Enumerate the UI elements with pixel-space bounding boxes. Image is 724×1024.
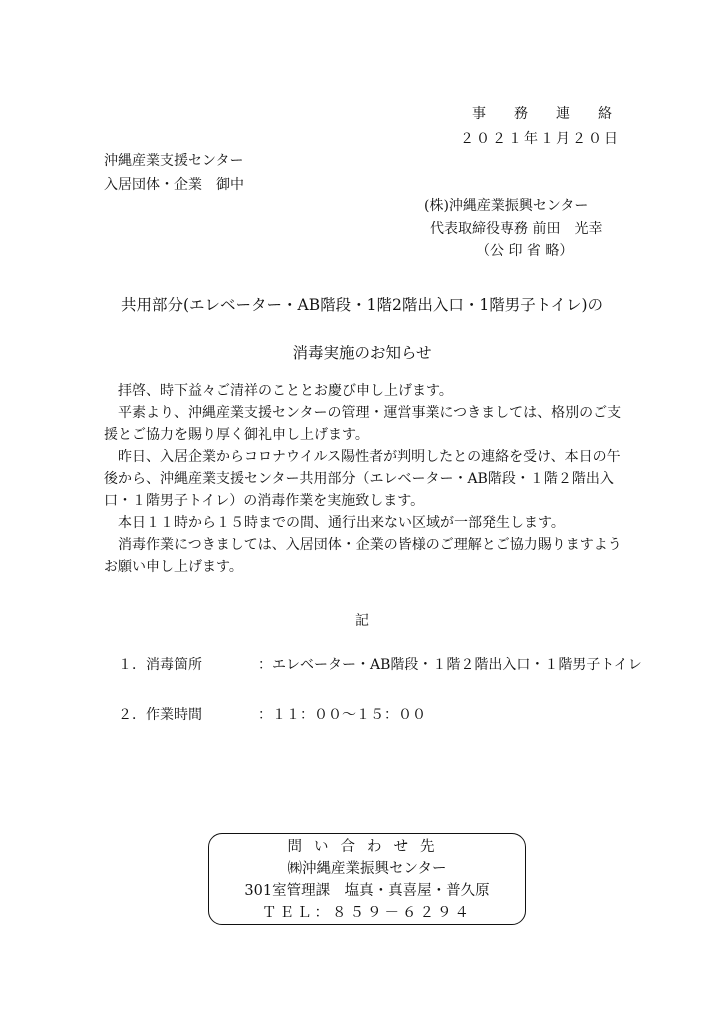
notice-title-line2: 消毒実施のお知らせ	[292, 344, 432, 362]
sender-company: (株)沖縄産業振興センター	[424, 198, 589, 214]
document-type: 事務連絡	[472, 106, 640, 122]
contact-box	[208, 833, 526, 925]
sender-person: 代表取締役専務 前田 光幸	[430, 221, 603, 237]
body-paragraph-request: 消毒作業につきましては、入居団体・企業の皆様のご理解とご協力賜りますようお願い申し上げます。	[104, 537, 622, 575]
body-paragraph-restriction: 本日１１時から１５時までの間、通行出来ない区域が一部発生します。	[118, 515, 565, 531]
item1-value: ：エレベーター・AB階段・１階２階出入口・１階男子トイレ	[258, 657, 642, 673]
contact-department: 301室管理課 塩真・真喜屋・普久原	[244, 883, 490, 899]
body-paragraph-greeting: 拝啓、時下益々ご清祥のこととお慶び申し上げます。	[118, 383, 453, 399]
seal-omitted-note: （公 印 省 略）	[476, 243, 574, 259]
contact-company: ㈱沖縄産業振興センター	[287, 861, 447, 877]
item-work-hours	[118, 704, 426, 724]
item-disinfection-location	[118, 654, 642, 674]
item2-value: ：１１：００～１５：００	[258, 707, 426, 723]
notice-body	[104, 380, 624, 578]
contact-heading: 問い合わせ先	[287, 839, 447, 855]
ki-marker: 記	[355, 613, 369, 629]
recipient-addressee: 入居団体・企業 御中	[104, 177, 244, 193]
recipient-organization: 沖縄産業支援センター	[104, 153, 244, 169]
item1-label: １．消毒箇所	[118, 657, 216, 673]
contact-phone: ＴＥＬ：８５９－６２９４	[262, 905, 472, 921]
issue-date: ２０２１年１月２０日	[460, 131, 620, 147]
body-paragraph-announcement: 昨日、入居企業からコロナウイルス陽性者が判明したとの連絡を受け、本日の午後から、沖縄産業支援センター共用部分（エレベーター・AB階段・１階２階出入口・１階男子トイレ）の消毒作業を実施致します。	[104, 449, 621, 509]
item2-label: ２．作業時間	[118, 707, 216, 723]
body-paragraph-thanks: 平素より、沖縄産業支援センターの管理・運営事業につきましては、格別のご支援とご協力を賜り厚く御礼申し上げます。	[104, 405, 622, 443]
notice-title-line1: 共用部分(エレベーター・AB階段・1階2階出入口・1階男子トイレ)の	[121, 296, 603, 314]
